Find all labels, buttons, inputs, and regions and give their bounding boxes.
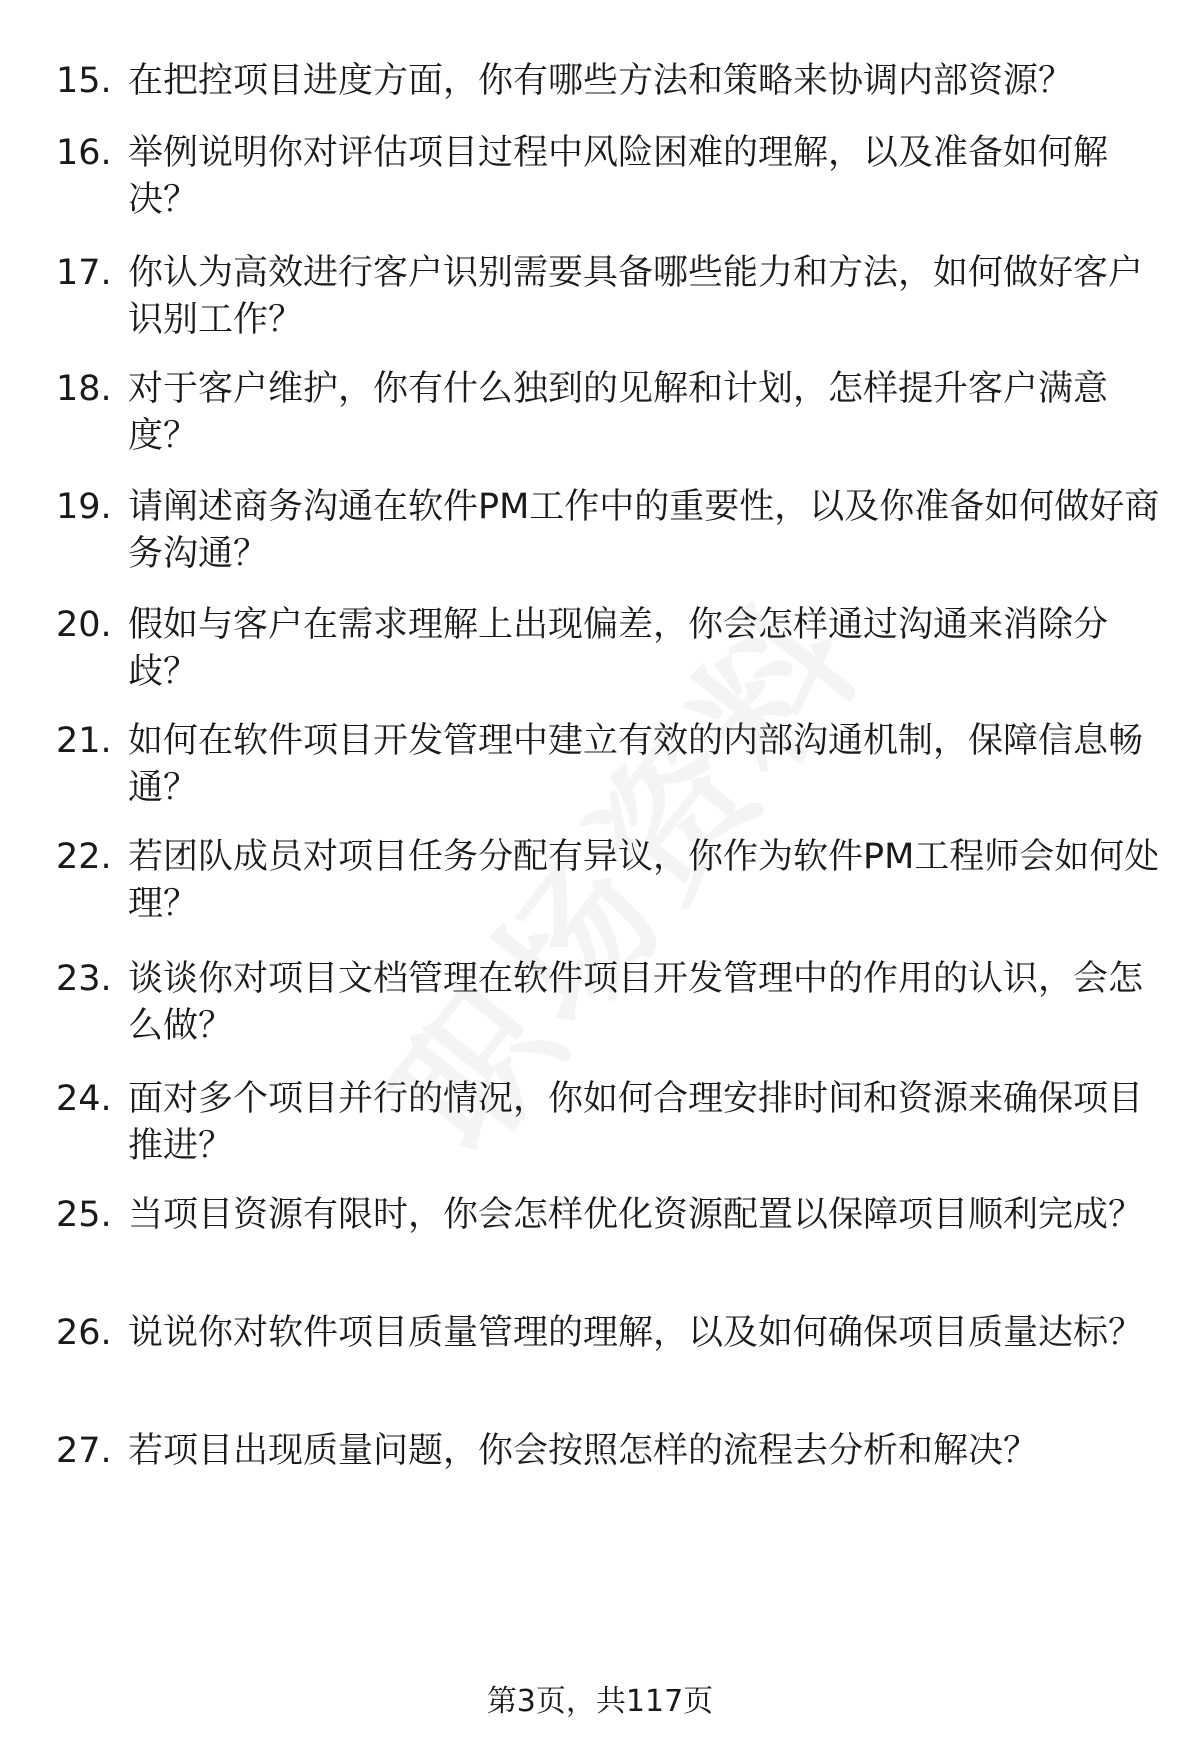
question-number: 25.	[56, 1195, 112, 1235]
question-text: 当项目资源有限时，你会怎样优化资源配置以保障项目顺利完成？	[128, 1195, 1144, 1235]
question-text: 说说你对软件项目质量管理的理解，以及如何确保项目质量达标？	[128, 1313, 1144, 1353]
question-number: 16.	[56, 133, 112, 173]
question-text: 请阐述商务沟通在软件PM工作中的重要性，以及你准备如何做好商务沟通？	[128, 487, 1160, 574]
question-text: 举例说明你对评估项目过程中风险困难的理解，以及准备如何解决？	[128, 133, 1109, 220]
question-text: 若项目出现质量问题，你会按照怎样的流程去分析和解决？	[128, 1431, 1039, 1471]
question-text: 在把控项目进度方面，你有哪些方法和策略来协调内部资源？	[128, 61, 1074, 101]
question-text: 假如与客户在需求理解上出现偏差，你会怎样通过沟通来消除分歧？	[128, 605, 1109, 692]
question-number: 26.	[56, 1313, 112, 1353]
question-number: 15.	[56, 61, 112, 101]
question-text: 如何在软件项目开发管理中建立有效的内部沟通机制，保障信息畅通？	[128, 721, 1144, 808]
question-text: 若团队成员对项目任务分配有异议，你作为软件PM工程师会如何处理？	[128, 837, 1160, 924]
question-number: 24.	[56, 1079, 112, 1119]
question-text: 你认为高效进行客户识别需要具备哪些能力和方法，如何做好客户识别工作？	[128, 253, 1144, 340]
question-text: 对于客户维护，你有什么独到的见解和计划，怎样提升客户满意度？	[128, 369, 1109, 456]
question-number: 19.	[56, 487, 112, 527]
question-number: 18.	[56, 369, 112, 409]
question-number: 22.	[56, 837, 112, 877]
page-number-footer: 第3页，共117页	[486, 1684, 714, 1719]
question-number: 27.	[56, 1431, 112, 1471]
question-text: 面对多个项目并行的情况，你如何合理安排时间和资源来确保项目推进？	[128, 1079, 1144, 1166]
question-number: 20.	[56, 605, 112, 645]
question-number: 17.	[56, 253, 112, 293]
question-number: 21.	[56, 721, 112, 761]
question-number: 23.	[56, 959, 112, 999]
question-text: 谈谈你对项目文档管理在软件项目开发管理中的作用的认识，会怎么做？	[128, 959, 1144, 1046]
